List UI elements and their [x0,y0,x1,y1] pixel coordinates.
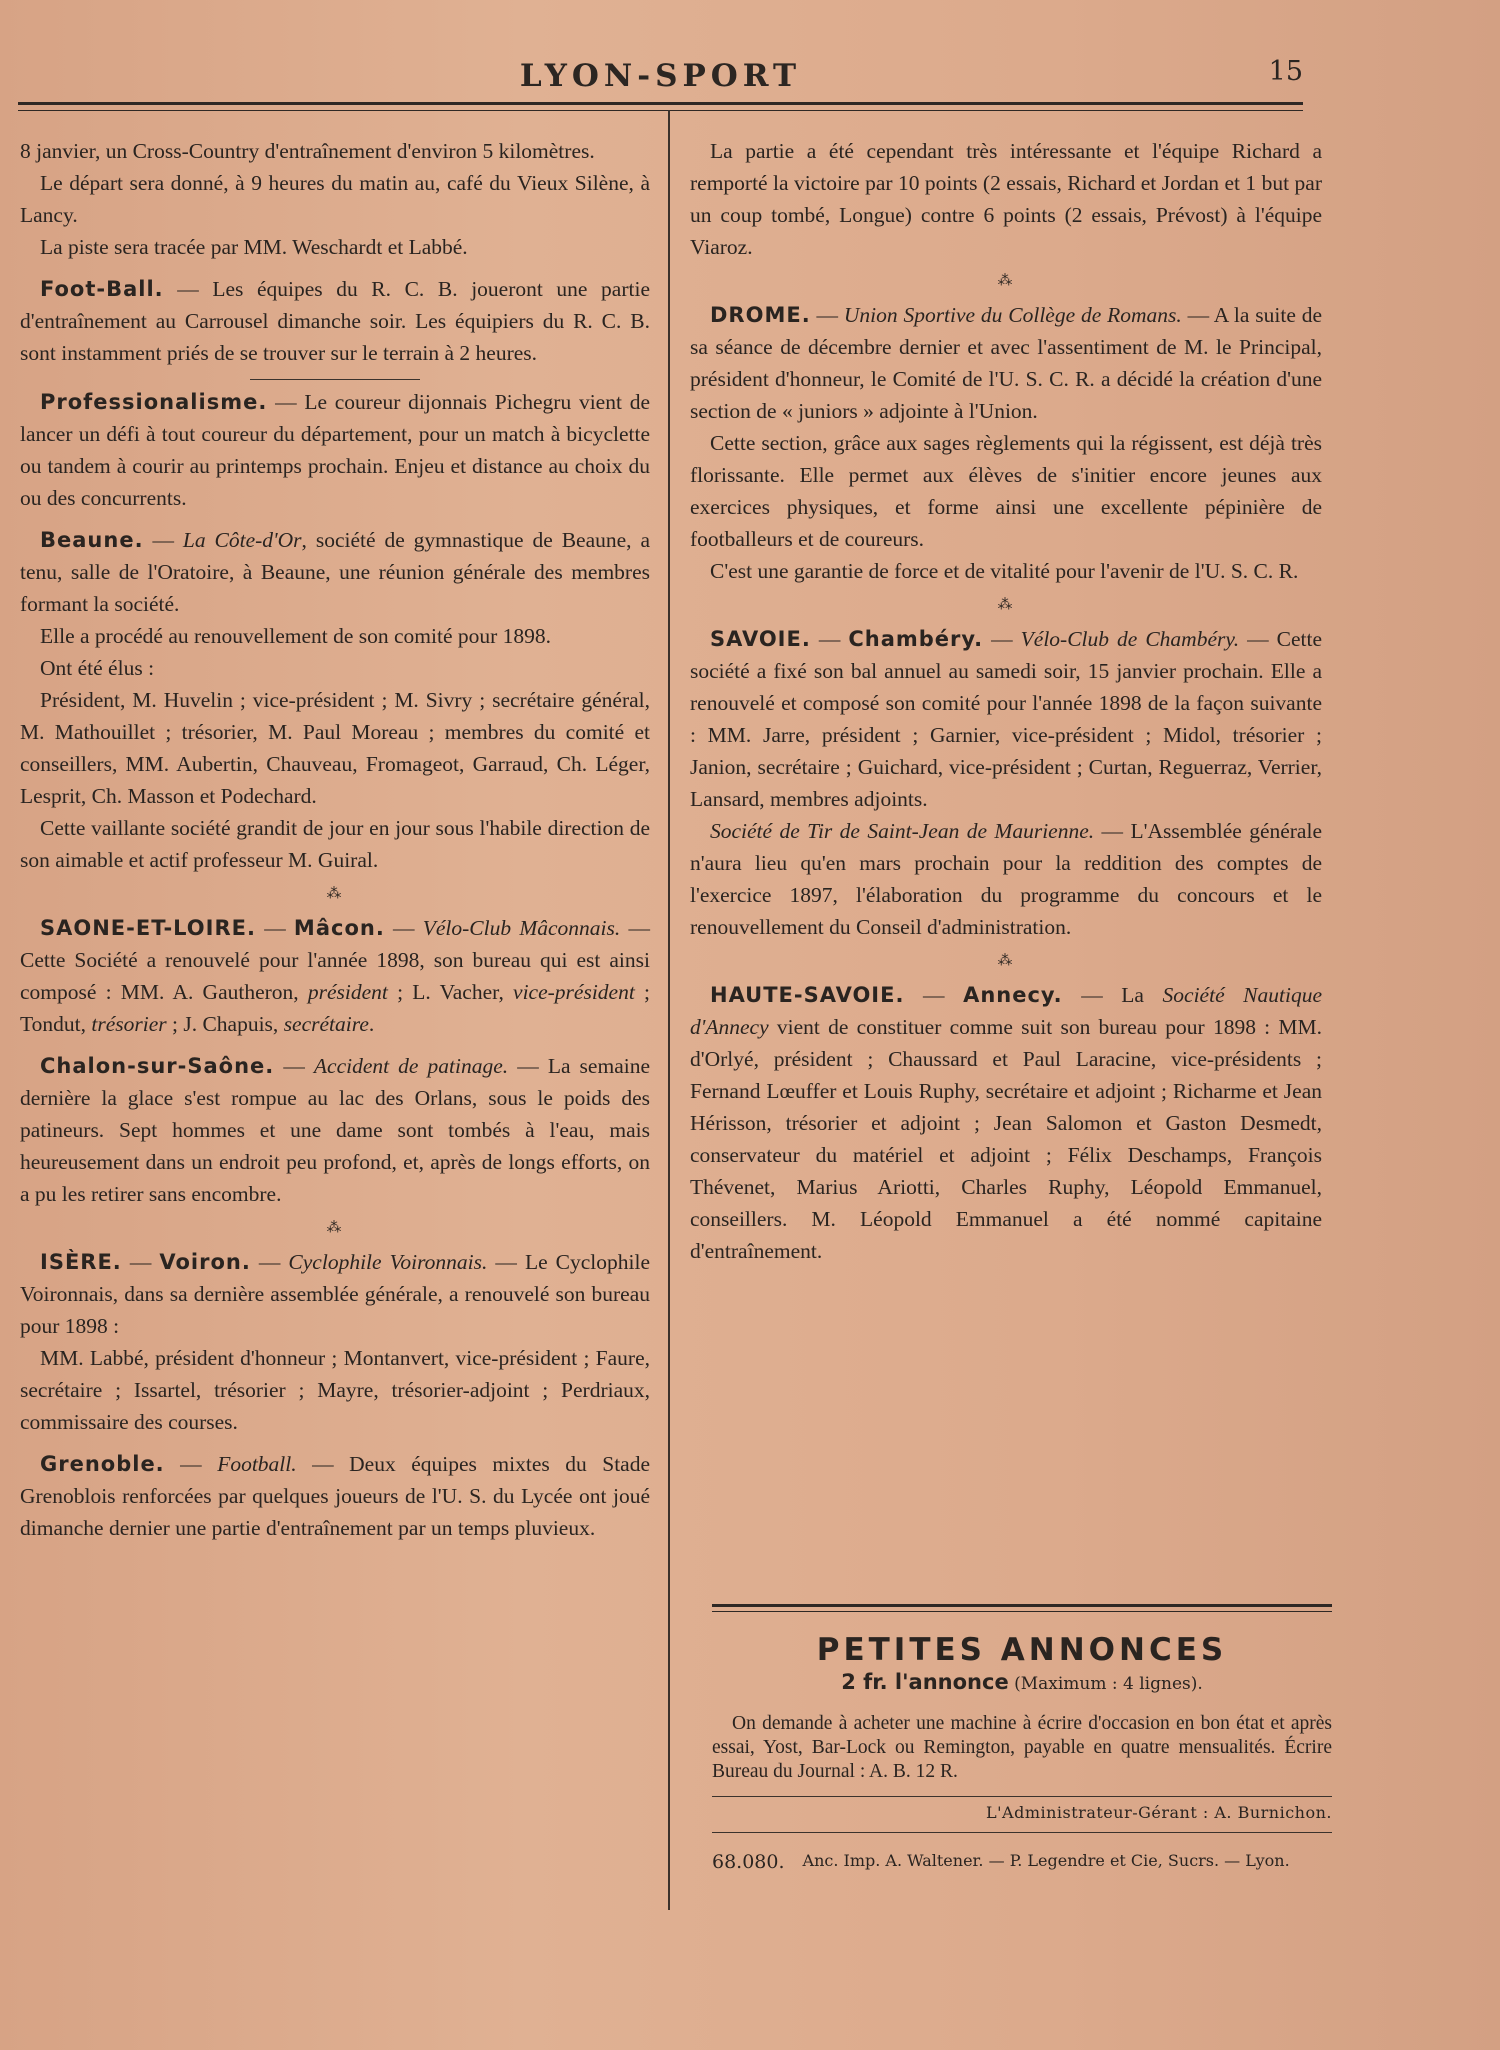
paragraph: 8 janvier, un Cross-Country d'entraînement d'environ 5 kilomètres. [20,139,595,163]
article-text: ; J. Chapuis, [166,1012,284,1036]
ad-text: On demande à acheter une machine à écrire d'occasion en bon état et après essai, Yost, Bar-Lock ou Remington, payable en quatre mensualités. Écrire Bureau du Journal : A. B. 12 R. [712,1713,1332,1782]
article-chambery [690,623,1322,815]
article-text: — Cette Société a renouvelé pour l'année 1898, son bureau qui est ainsi composé : MM. A. Gautheron, [20,916,651,1004]
role: secrétaire [283,1012,369,1036]
dash: — [121,1250,160,1274]
section-subheading: Voiron. [159,1250,251,1274]
dash: — [143,528,183,552]
page-number: 15 [1268,56,1303,87]
divider [250,379,420,380]
section-heading: Beaune. [40,528,144,552]
imprint-text: Anc. Imp. A. Waltener. — P. Legendre et Cie, Sucrs. — Lyon. [802,1851,1290,1870]
italic-name: Union Sportive du Collège de Romans. [843,303,1182,327]
section-subheading: Mâcon. [293,916,385,940]
article-football [20,273,650,369]
italic-name: Cyclophile Voironnais. [288,1250,488,1274]
ads-price [712,1670,1332,1694]
left-column [20,135,650,1544]
italic-name: Société de Tir de Saint-Jean de Maurienne. [710,819,1095,843]
asterism-icon: ⁂ [326,886,344,902]
article-beaune [20,524,650,620]
asterism-icon: ⁂ [997,597,1015,613]
paragraph: Cette vaillante société grandit de jour en jour sous l'habile direction de son aimable et actif professeur M. Guiral. [20,816,650,872]
article-text: , société de gymnastique de Beaune, a tenu, salle de l'Oratoire, à Beaune, une réunion générale des membres formant la société. [20,528,650,616]
role: président [307,980,388,1004]
dash: — [164,1452,218,1476]
section-heading: HAUTE-SAVOIE. [710,983,905,1007]
page-header [18,40,1303,120]
imprint [712,1851,1332,1873]
section-subheading: Chambéry. [848,627,984,651]
ads-title: PETITES ANNONCES [816,1632,1228,1668]
italic-name: Football. [217,1452,297,1476]
paragraph: Président, M. Huvelin ; vice-président ; M. Sivry ; secrétaire général, M. Mathouillet ; trésorier, M. Paul Moreau ; membres du comité et conseillers, MM. Aubertin, Chauveau, Fromageot, Garraud, Ch. Léger, Lesprit, Ch. Masson et Podechard. [20,688,650,808]
article-professionalisme [20,386,650,514]
role: vice-président [513,980,635,1004]
dash: — [384,916,423,940]
article-annecy [690,979,1322,1267]
administrator-credit: L'Administrateur-Gérant : A. Burnichon. [986,1803,1332,1822]
article-tir [690,815,1322,943]
classified-ads [712,1604,1332,1873]
paragraph: La partie a été cependant très intéressante et l'équipe Richard a remporté la victoire par 10 points (2 essais, Richard et Jordan et 1 but par un coup tombé, Longue) contre 6 points (2 essais, Prévost) à l'équipe Viaroz. [690,139,1322,259]
dash: — La [1062,983,1163,1007]
column-divider [668,110,670,1910]
dash: — [274,1054,314,1078]
italic-name: Vélo-Club Mâconnais. [422,916,621,940]
article-text: — A la suite de sa séance de décembre dernier et avec l'assentiment de M. le Principal, président d'honneur, le Comité de l'U. S. C. R. a décidé la création d'une section de « juniors » adjointe à l'Union. [690,303,1322,423]
imprint-number: 68.080. [712,1851,785,1873]
article-chalon [20,1050,650,1210]
article-text: — Les équipes du R. C. B. joueront une partie d'entraînement au Carrousel dimanche soir. Les équipiers du R. C. B. sont instamment priés de se trouver sur le terrain à 2 heures. [20,277,650,365]
italic-name: Vélo-Club de Chambéry. [1020,627,1240,651]
paragraph: Ont été élus : [40,656,155,680]
dash: — [904,983,964,1007]
dash: — [255,916,294,940]
article-text: — La semaine dernière la glace s'est rompue au lac des Orlans, sous le poids des patineurs. Sept hommes et une dame sont tombés à l'eau, mais heureusement dans un endroit peu profond, et, après de longs efforts, on a pu les retirer sans encombre. [20,1054,651,1206]
article-text: — Deux équipes mixtes du Stade Grenoblois renforcées par quelques joueurs de l'U. S. du Lycée ont joué dimanche dernier une partie d'entraînement par un temps pluvieux. [20,1452,651,1540]
article-text: ; L. Vacher, [387,980,514,1004]
asterism-icon: ⁂ [997,953,1015,969]
paragraph: MM. Labbé, président d'honneur ; Montanvert, vice-président ; Faure, secrétaire ; Issartel, trésorier ; Mayre, trésorier-adjoint ; Perdriaux, commissaire des courses. [20,1346,650,1434]
price-note: (Maximum : 4 lignes). [1008,1674,1203,1694]
asterism-icon: ⁂ [997,273,1015,289]
section-heading: SAONE-ET-LOIRE. [40,916,256,940]
italic-name: La Côte-d'Or [182,528,302,552]
section-subheading: Chalon-sur-Saône. [40,1054,275,1078]
paragraph: Le départ sera donné, à 9 heures du matin au, café du Vieux Silène, à Lancy. [20,171,650,227]
divider [712,1832,1332,1833]
italic-name: Société Nautique d'Annecy [690,983,1322,1039]
role: trésorier [91,1012,167,1036]
section-subheading: Grenoble. [40,1452,165,1476]
article-grenoble [20,1448,650,1544]
article-text: . [368,1012,375,1036]
price-label: 2 fr. l'annonce [841,1670,1009,1694]
article-voiron [20,1246,650,1342]
ads-rule-thin [712,1611,1332,1612]
section-subheading: Annecy. [963,983,1063,1007]
asterism-icon: ⁂ [326,1220,344,1236]
section-heading: SAVOIE. [710,627,811,651]
dash: — [810,303,844,327]
dash: — [810,627,849,651]
paragraph: C'est une garantie de force et de vitalité pour l'avenir de l'U. S. C. R. [710,559,1299,583]
section-heading: Professionalisme. [40,390,268,414]
article-text: vient de constituer comme suit son bureau pour 1898 : MM. d'Orlyé, président ; Chaussard et Paul Laracine, vice-présidents ; Fernand Lœuffer et Louis Ruphy, secrétaire et adjoint ; Richarme et Jean Hérisson, trésorier et adjoint ; Jean Salomon et Gaston Desmedt, conservateur du matériel et adjoint ; Félix Deschamps, François Thévenet, Marius Ariotti, Charles Ruphy, Léopold Emmanuel, conseillers. M. Léopold Emmanuel a été nommé capitaine d'entraînement. [690,1015,1322,1263]
article-text: — Le Cyclophile Voironnais, dans sa dernière assemblée générale, a renouvelé son bureau pour 1898 : [20,1250,651,1338]
ads-rule [712,1604,1332,1607]
masthead-title: LYON-SPORT [519,58,802,94]
header-rule-thin [18,110,1303,111]
section-heading: DROME. [710,303,811,327]
paragraph: La piste sera tracée par MM. Weschardt et Labbé. [40,235,468,259]
section-heading: ISÈRE. [40,1250,122,1274]
article-text: — Le coureur dijonnais Pichegru vient de lancer un défi à tout coureur du département, pour un match à bicyclette ou tandem à courir au printemps prochain. Enjeu et distance au choix du ou des concurrents. [20,390,650,510]
dash: — [983,627,1021,651]
article-text: — Cette société a fixé son bal annuel au samedi soir, 15 janvier prochain. Elle a renouvelé et composé son comité pour l'année 1898 de la façon suivante : MM. Jarre, président ; Garnier, vice-président ; Midol, trésorier ; Janion, secrétaire ; Guichard, vice-président ; Curtan, Reguerraz, Verrier, Lansard, membres adjoints. [690,627,1322,811]
section-heading: Foot-Ball. [40,277,164,301]
right-column [690,135,1322,1267]
article-drome [690,299,1322,427]
dash: — [250,1250,289,1274]
article-text: — L'Assemblée générale n'aura lieu qu'en mars prochain pour la reddition des comptes de l'exercice 1897, l'élaboration du programme du concours et le renouvellement du Conseil d'administration. [690,819,1322,939]
divider [712,1796,1332,1797]
article-macon [20,912,650,1040]
paragraph: Cette section, grâce aux sages règlements qui la régissent, est déjà très florissante. Elle permet aux élèves de s'initier encore jeunes aux exercices physiques, et forme ainsi une excellente pépinière de footballeurs et de coureurs. [690,431,1322,551]
header-rule [18,102,1303,105]
italic-name: Accident de patinage. [313,1054,509,1078]
article-text: ; Tondut, [20,980,650,1036]
paragraph: Elle a procédé au renouvellement de son comité pour 1898. [40,624,552,648]
